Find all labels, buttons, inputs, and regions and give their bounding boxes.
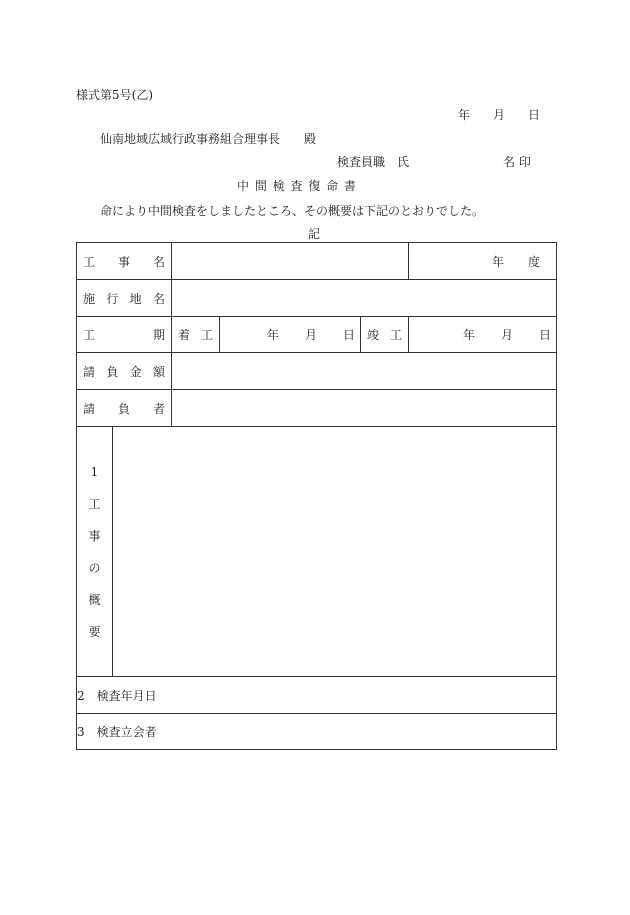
label-contractor: 請 負 者: [83, 401, 166, 416]
ki-label: 記: [308, 227, 321, 241]
row-inspection-date: [77, 677, 557, 714]
label-period: 工 期: [83, 328, 166, 342]
row-period: [77, 317, 557, 353]
row-work-name: [77, 243, 557, 280]
date-month: 月: [492, 108, 505, 122]
field-witness[interactable]: 3 検査立会者: [77, 714, 557, 750]
field-start-date[interactable]: 年 月 日: [220, 317, 361, 353]
row-contractor: [77, 390, 557, 427]
form-number: 様式第5号(乙): [76, 88, 153, 102]
label-work-name: 工 事 名: [83, 254, 166, 269]
field-inspection-date[interactable]: 2 検査年月日: [77, 677, 557, 714]
row-site: [77, 280, 557, 317]
date-day: 日: [527, 108, 540, 122]
inspector-title: 検査員職 氏: [337, 155, 410, 169]
intro-text: 命により中間検査をしましたところ、その概要は下記のとおりでした。: [100, 204, 485, 218]
label-amount: 請 負 金 額: [83, 364, 165, 379]
row-overview: [77, 427, 557, 677]
date-line: [458, 106, 540, 123]
label-overview: 1 工 事 の 概 要: [88, 464, 101, 639]
inspector-name-seal: 名 印: [503, 155, 531, 169]
inspection-form-table: [76, 242, 557, 750]
addressee: 仙南地域広域行政事務組合理事長 殿: [100, 132, 317, 146]
date-year: 年: [458, 108, 471, 122]
field-contractor[interactable]: [172, 390, 557, 427]
label-site: 施 行 地 名: [83, 291, 165, 306]
field-work-name[interactable]: [172, 243, 409, 280]
field-overview[interactable]: [113, 427, 557, 677]
document-title: 中 間 検 査 復 命 書: [237, 179, 357, 193]
row-amount: [77, 353, 557, 390]
row-witness: [77, 714, 557, 750]
field-site[interactable]: [172, 280, 557, 317]
label-end: 竣 工: [367, 328, 403, 342]
label-start: 着 工: [178, 328, 214, 342]
field-amount[interactable]: [172, 353, 557, 390]
field-end-date[interactable]: 年 月 日: [409, 317, 557, 353]
field-fiscal-year[interactable]: 年 度: [409, 243, 557, 280]
